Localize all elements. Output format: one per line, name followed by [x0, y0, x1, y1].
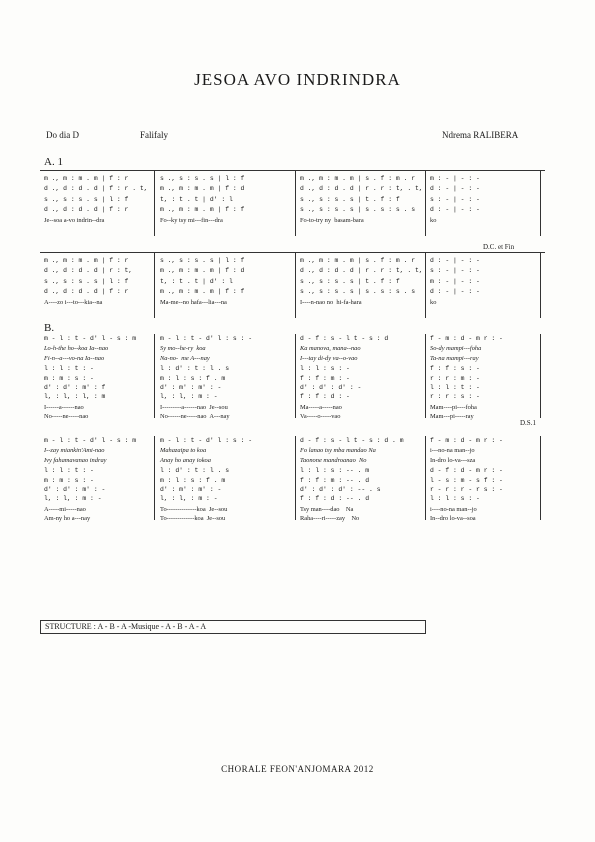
measure: [44, 438, 136, 523]
measure: [430, 176, 480, 224]
lyric-line: Tsy man----dao Na: [300, 505, 354, 513]
lyric-verse-2: Fi-n--a---vo-na Ia--nao: [44, 354, 105, 362]
measure: [430, 336, 503, 421]
barline: [540, 170, 541, 236]
soprano-line: m : - | - : -: [430, 175, 480, 182]
barline: [295, 170, 296, 236]
melody-line: m - l : t - d' l : s : -: [160, 437, 253, 444]
alto-line: m : m : s : -: [44, 374, 94, 382]
soprano-line: l : l : s : -- . m: [300, 467, 370, 475]
melody-line: d - f : s - l t - s : d . m: [300, 437, 404, 444]
barline: [425, 334, 426, 418]
lyric-verse-2: Ta-na mampi---ray: [430, 354, 479, 362]
alto-line: m : l : s : f . m: [160, 374, 226, 382]
alto-line: f : f : m : -- . d: [300, 476, 370, 484]
lyric-line: I------a------nao: [44, 403, 84, 411]
barline: [154, 436, 155, 520]
bass-line: m ., m : m . m | f : f: [160, 206, 245, 214]
soprano-line: s ., s : s . s | l : f: [160, 175, 245, 182]
alto-line: d ., d : d . d | r . r : t, . t,: [300, 185, 423, 193]
lyric-verse-1: Ka manova, mana--nao: [300, 345, 361, 353]
lyric-line: No------ne-----nao A---nay: [160, 413, 230, 421]
alto-line: d : - | - : -: [430, 185, 480, 193]
page-title: JESOA AVO INDRINDRA: [194, 70, 401, 89]
barline: [540, 334, 541, 418]
alto-line: d ., d : d . d | r : t,: [44, 267, 133, 275]
tenor-line: s ., s : s . s | t . f : f: [300, 195, 400, 203]
lyric-verse-1: So-dy mampi---foha: [430, 345, 482, 353]
lyric-line: ko: [430, 216, 437, 224]
music-system-2: [40, 252, 545, 322]
soprano-line: d - f : d - m r : -: [430, 467, 503, 475]
alto-line: d ., d : d . d | f : r . t,: [44, 185, 148, 193]
soprano-line: m ., m : m . m | s . f : m . r: [300, 175, 416, 182]
ds-marking: D.S.1: [520, 419, 536, 427]
lyric-verse-2: Na-no- me A---nay: [160, 354, 210, 362]
soprano-line: m ., m : m . m | f : r: [44, 175, 129, 182]
melody-line: m - l : t - d' l : s : -: [160, 335, 253, 342]
barline: [295, 334, 296, 418]
melody-line: f - m : d - m r : -: [430, 335, 503, 342]
tenor-line: d' : m' : m' : -: [160, 384, 222, 392]
soprano-line: f : f : s : -: [430, 365, 480, 373]
tenor-line: s : - | - : -: [430, 195, 480, 203]
lyric-verse-2: In-dro lo-va---sza: [430, 456, 476, 464]
bass-line: s ., s : s . s | s . s : s . s: [300, 288, 416, 296]
alto-line: m ., m : m . m | f : d: [160, 185, 245, 193]
lyric-line: A----zo i---to---kia--na: [44, 298, 103, 306]
alto-line: m ., m : m . m | f : d: [160, 267, 245, 275]
bass-line: d ., d : d . d | f : r: [44, 288, 129, 296]
tenor-line: t, : t . t | d' : l: [160, 277, 233, 285]
lyric-verse-1: Mahazaipa to koa: [160, 447, 207, 455]
lyric-line: To-------------koa Je--sou: [160, 515, 226, 523]
alto-line: m : l : s : f . m: [160, 476, 226, 484]
lyric-line: Fo--ky tsy mi---fin---dra: [160, 216, 223, 224]
tempo-marking: Falifaly: [140, 130, 168, 140]
soprano-line: m ., m : m . m | f : r: [44, 257, 129, 264]
lyric-line: Ma-----a-----nao: [300, 403, 342, 411]
soprano-line: l : l : s : -: [300, 365, 350, 373]
lyric-line: I----n-nao no hi-fa-hara: [300, 298, 362, 306]
tenor-line: r - r : r - r s : -: [430, 486, 503, 494]
melody-line: f - m : d - m r : -: [430, 437, 503, 444]
bass-line: l, : l, : m : -: [160, 495, 218, 503]
lyric-line: ko: [430, 298, 437, 306]
system-1-top-line: [40, 170, 545, 171]
barline: [154, 252, 155, 318]
lyric-line: To--------------koa Je--sou: [160, 505, 228, 513]
barline: [425, 436, 426, 520]
barline: [295, 252, 296, 318]
lyric-verse-1: Fo lanao tsy mba mandao Na: [300, 447, 376, 455]
melody-line: m - l : t - d' l - s : m: [44, 437, 137, 444]
soprano-line: l : l : t : -: [44, 467, 94, 475]
measure: [430, 438, 503, 523]
lyric-line: I---------a------nao Je--sou: [160, 403, 228, 411]
lyric-verse-2: Taonone mandroanao No: [300, 456, 367, 464]
measure: [300, 176, 423, 224]
lyric-verse-2: I---tay di-dy va--o-vao: [300, 354, 358, 362]
barline: [540, 436, 541, 520]
barline: [425, 170, 426, 236]
alto-line: f : f : m : -: [300, 374, 350, 382]
bass-line: l, : l, : m : -: [44, 495, 102, 503]
measure: [44, 258, 132, 306]
lyric-line: Je--soa a-vo indrin--dra: [44, 216, 105, 224]
measure: [160, 336, 252, 421]
lyric-line: Raha----ri-----zay No: [300, 515, 360, 523]
soprano-line: l : d' : t : l . s: [160, 365, 230, 373]
footer-credit: CHORALE FEON'ANJOMARA 2012: [221, 764, 374, 774]
lyric-verse-1: Lo-h-the ho--koa Ia--nao: [44, 345, 109, 353]
tenor-line: d' : m' : m' : -: [160, 486, 222, 494]
measure: [44, 336, 136, 421]
bass-line: l, : l, : l, : m: [44, 393, 106, 401]
tenor-line: t, : t . t | d' : l: [160, 195, 233, 203]
lyric-line: No-----ne-----nao: [44, 413, 89, 421]
bass-line: s ., s : s . s | s . s : s . s: [300, 206, 416, 214]
alto-line: l - s : m - s f : -: [430, 476, 503, 484]
barline: [154, 170, 155, 236]
lyric-line: Am-ny ho a---nay: [44, 515, 91, 523]
bass-line: d : - | - : -: [430, 288, 480, 296]
melody-line: m - l : t - d' l - s : m: [44, 335, 137, 342]
measure: [430, 258, 480, 306]
structure-box: STRUCTURE : A - B - A -Musique - A - B - A - A: [40, 620, 426, 634]
lyric-line: Mam---pi-----ray: [430, 413, 474, 421]
lyric-line: i----no-na man--jo: [430, 505, 477, 513]
barline: [425, 252, 426, 318]
section-b-label: B.: [44, 322, 55, 334]
dc-marking: D.C. et Fin: [483, 243, 515, 251]
measure: [300, 258, 423, 306]
bass-line: d ., d : d . d | f : r: [44, 206, 129, 214]
measure: [160, 176, 244, 224]
lyric-verse-1: Sy mo--he-ry koa: [160, 345, 206, 353]
tenor-line: s ., s : s . s | l : f: [44, 277, 129, 285]
lyric-verse-1: i---no-na man--jo: [430, 447, 475, 455]
bass-line: r : r : s : -: [430, 393, 480, 401]
music-system-4: [40, 436, 545, 522]
lyric-verse-2: Ivy fahamavanao indray: [44, 456, 107, 464]
tenor-line: d' : d' : d' : -- . s: [300, 486, 381, 494]
tenor-line: d' : d' : m' : -: [44, 486, 106, 494]
barline: [154, 334, 155, 418]
lyric-line: A-----mi-----nao: [44, 505, 86, 513]
bass-line: m ., m : m . m | f : f: [160, 288, 245, 296]
bass-line: d : - | - : -: [430, 206, 480, 214]
barline: [295, 436, 296, 520]
bass-line: f : f : d : -: [300, 393, 350, 401]
bass-line: l, : l, : m : -: [160, 393, 218, 401]
measure: [160, 438, 252, 523]
lyric-line: In--dro lo-va--soa: [430, 515, 476, 523]
tenor-line: l : l : t : -: [430, 384, 480, 392]
soprano-line: l : d' : t : l . s: [160, 467, 230, 475]
lyric-line: Ma-me--no hafa---lia---na: [160, 298, 227, 306]
barline: [540, 252, 541, 318]
alto-line: m : m : s : -: [44, 476, 94, 484]
music-system-1: [40, 170, 545, 240]
tenor-line: s ., s : s . s | t . f : f: [300, 277, 400, 285]
composer-credit: Ndrema RALIBERA: [442, 130, 519, 140]
soprano-line: m ., m : m . m | s . f : m . r: [300, 257, 416, 264]
measure: [160, 258, 244, 306]
lyric-verse-2: Anay ho anay iokoa: [160, 456, 211, 464]
bass-line: f : f : d : -- . d: [300, 495, 370, 503]
bass-line: l : l : s : -: [430, 495, 480, 503]
tenor-line: m : - | - : -: [430, 277, 480, 285]
soprano-line: s ., s : s . s | l : f: [160, 257, 245, 264]
lyric-line: Fo-to-try ny basam-bara: [300, 216, 364, 224]
soprano-line: d : - | - : -: [430, 257, 480, 264]
melody-line: d - f : s - l t - s : d: [300, 335, 389, 342]
tenor-line: s ., s : s . s | l : f: [44, 195, 129, 203]
music-system-3: [40, 334, 545, 420]
section-a-label: A. 1: [44, 156, 63, 168]
tenor-line: d' : d' : m' : f: [44, 384, 106, 392]
alto-line: r : r : m : -: [430, 374, 480, 382]
system-2-top-line: [40, 252, 545, 253]
lyric-verse-1: I--zay miankin'Ami-nao: [44, 447, 105, 455]
tenor-line: d' : d' : d' : -: [300, 384, 362, 392]
lyric-line: Va-----o-----vao: [300, 413, 341, 421]
measure: [44, 176, 148, 224]
measure: [300, 438, 404, 523]
alto-line: d ., d : d . d | r . r : t, . t,: [300, 267, 423, 275]
soprano-line: l : l : t : -: [44, 365, 94, 373]
alto-line: s : - | - : -: [430, 267, 480, 275]
measure: [300, 336, 388, 421]
lyric-line: Mam----pi----foha: [430, 403, 477, 411]
key-signature: Do dia D: [46, 130, 79, 140]
